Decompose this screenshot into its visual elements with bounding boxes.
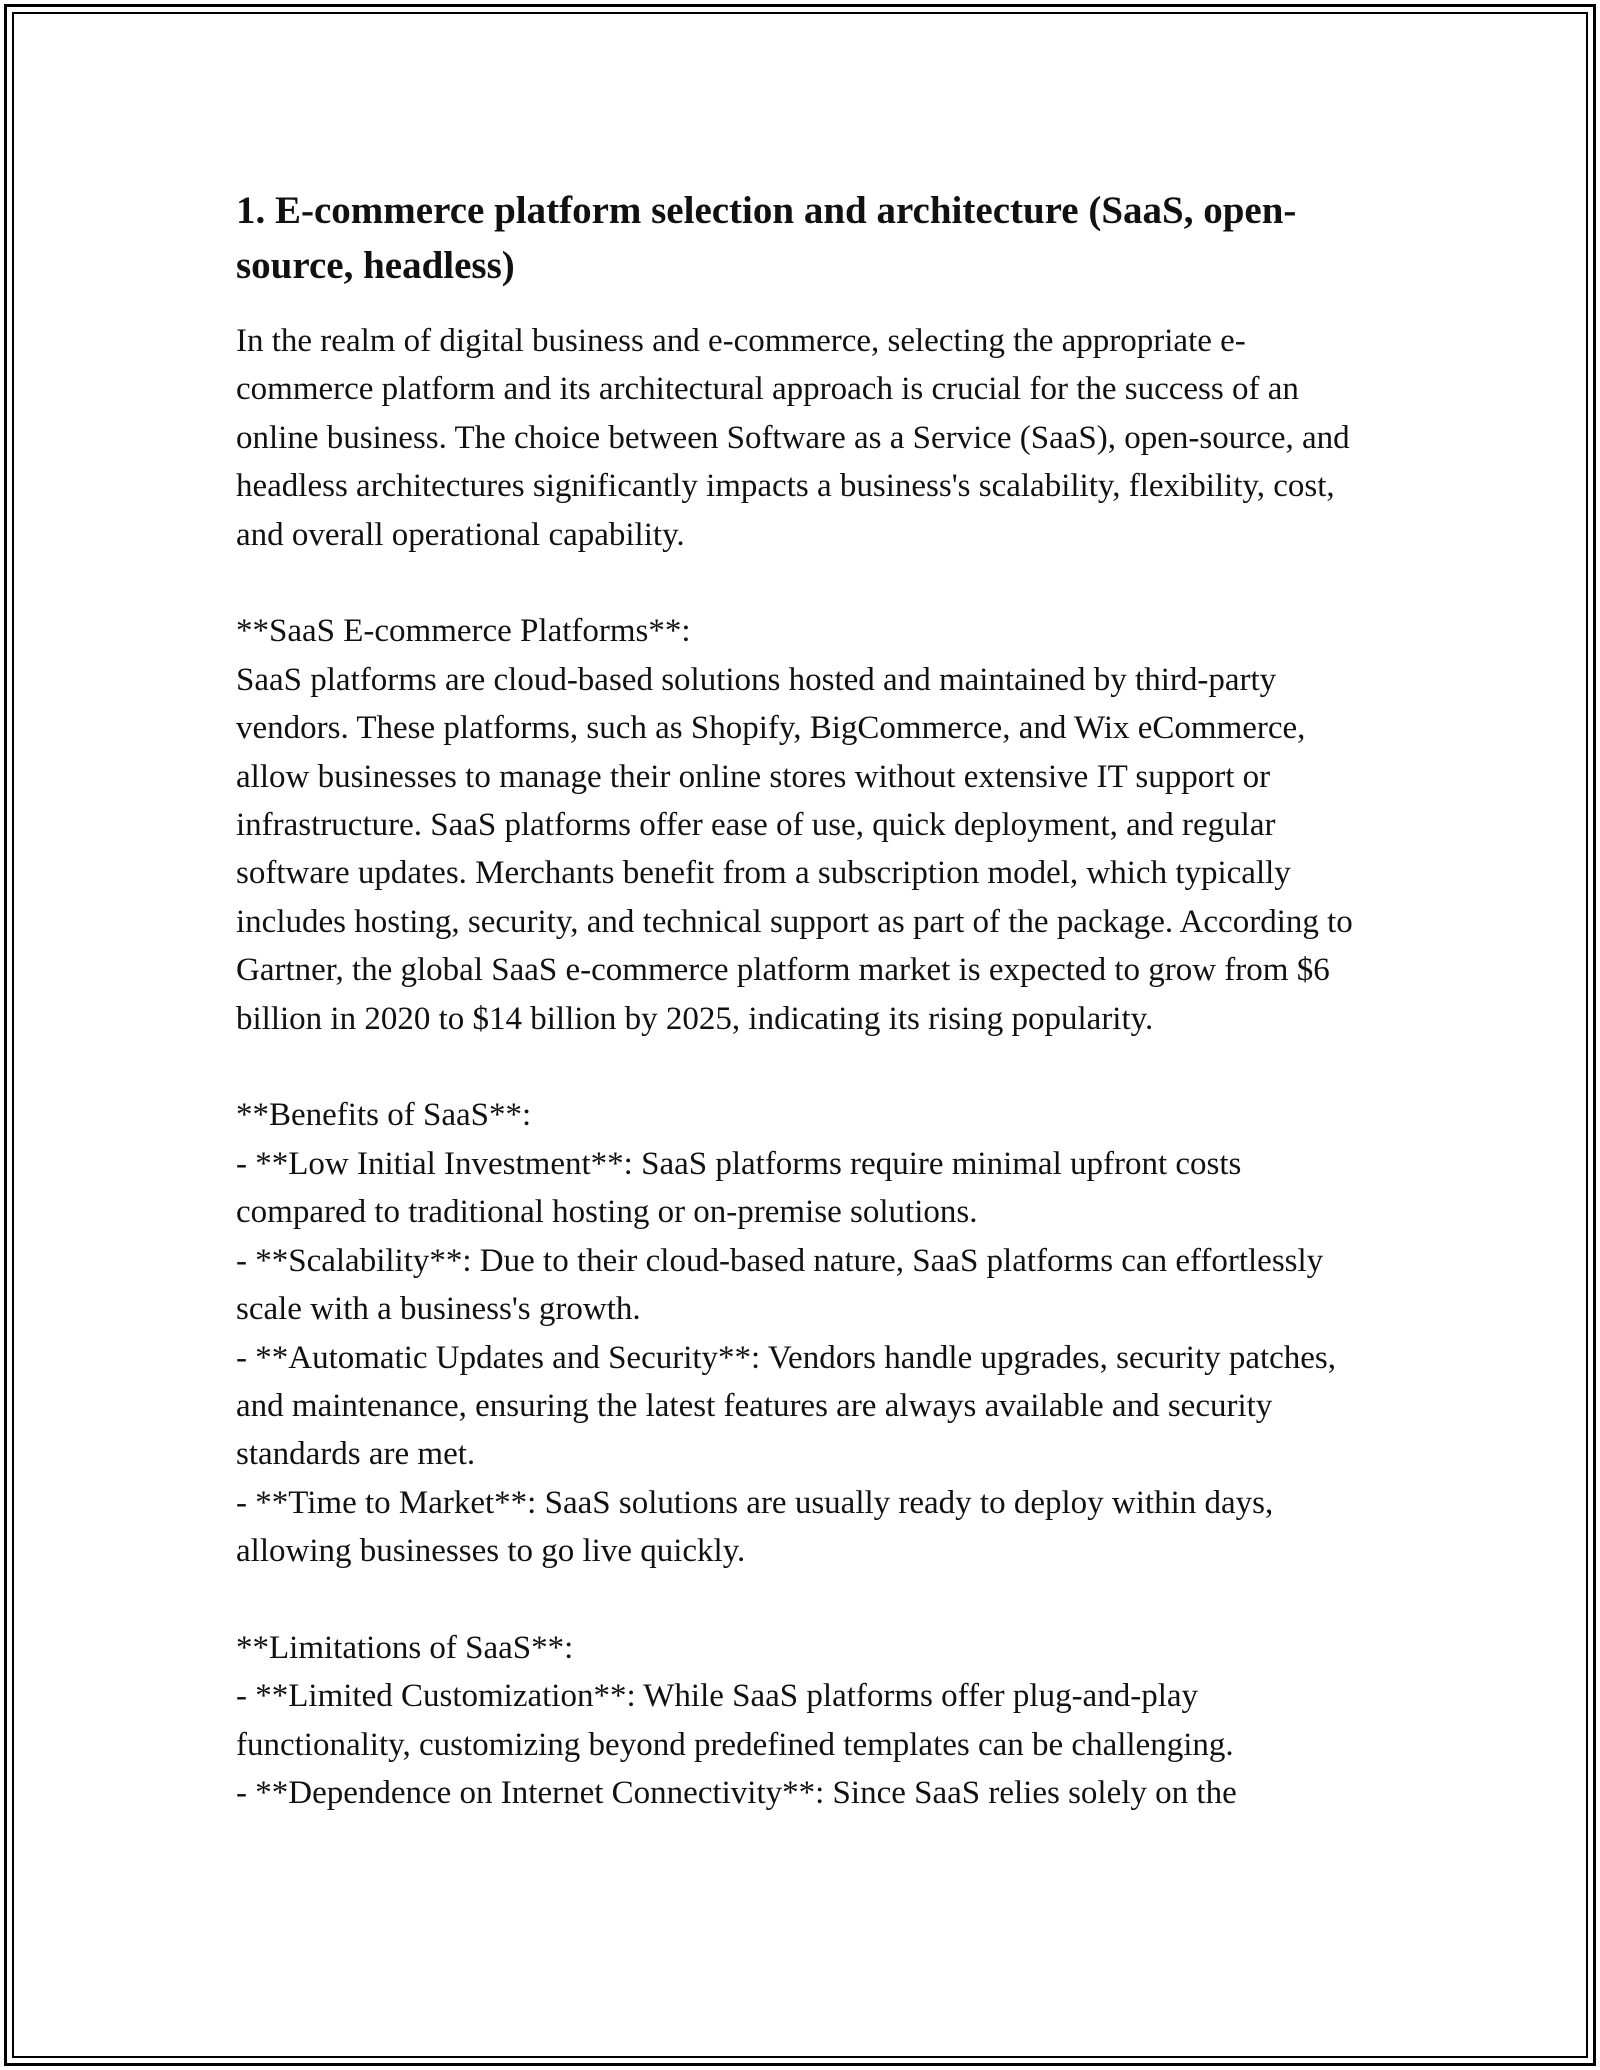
limitation-item: - **Dependence on Internet Connectivity**: Since SaaS relies solely on the	[236, 1775, 1237, 1812]
saas-paragraph: SaaS platforms are cloud-based solutions hosted and maintained by third-party vendors. These platforms, such as Shopify, BigCommerce, and Wix eCommerce, allow businesses to manage their online stores without extensive IT support or infrastructure. SaaS platforms offer ease of use, quick deployment, and regular software updates. Merchants benefit from a subscription model, which typically includes hosting, security, and technical support as part of the package. According to Gartner, the global SaaS e-commerce platform market is expected to grow from $6 billion in 2020 to $14 billion by 2025, indicating its rising popularity.	[236, 661, 1353, 1037]
limitations-heading: **Limitations of SaaS**:	[236, 1629, 574, 1666]
intro-paragraph: In the realm of digital business and e-commerce, selecting the appropriate e-commerce platform and its architectural approach is crucial for the success of an online business. The choice between Software as a Service (SaaS), open-source, and headless architectures significantly impacts a business's scalability, flexibility, cost, and overall operational capability.	[236, 323, 1350, 553]
paragraph-gap	[236, 559, 1366, 607]
benefits-heading: **Benefits of SaaS**:	[236, 1097, 532, 1134]
section-title: 1. E-commerce platform selection and architecture (SaaS, open-source, headless)	[236, 189, 1297, 287]
benefit-item: - **Scalability**: Due to their cloud-based nature, SaaS platforms can effortlessly scale with a business's growth.	[236, 1242, 1324, 1328]
saas-heading: **SaaS E-commerce Platforms**:	[236, 613, 691, 650]
paragraph-gap	[236, 1576, 1366, 1624]
text-block	[236, 317, 1366, 1818]
benefit-item: - **Automatic Updates and Security**: Vendors handle upgrades, security patches, and maintenance, ensuring the latest features are always available and security standards are met.	[236, 1339, 1337, 1473]
document-body	[236, 183, 1366, 1818]
limitation-item: - **Limited Customization**: While SaaS platforms offer plug-and-play functionality, customizing beyond predefined templates can be challenging.	[236, 1678, 1234, 1763]
benefit-item: - **Time to Market**: SaaS solutions are usually ready to deploy within days, allowing businesses to go live quickly.	[236, 1484, 1274, 1570]
benefit-item: - **Low Initial Investment**: SaaS platforms require minimal upfront costs compared to traditional hosting or on-premise solutions.	[236, 1145, 1242, 1231]
paragraph-gap	[236, 1043, 1366, 1091]
